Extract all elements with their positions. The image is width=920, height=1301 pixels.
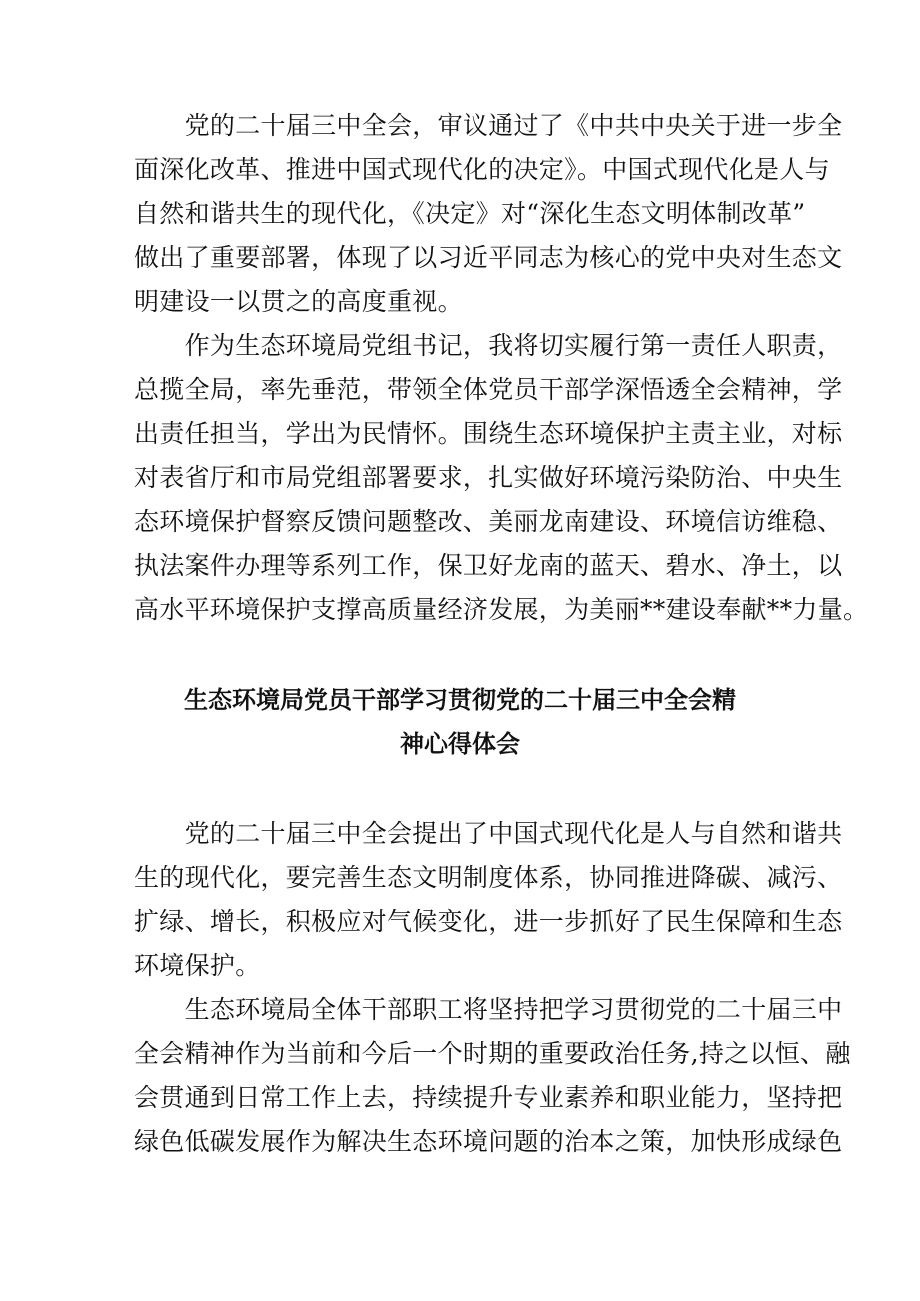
text-line: 绿色低碳发展作为解决生态环境问题的治本之策，加快形成绿色 xyxy=(134,1127,843,1156)
text-line: 党的二十届三中全会，审议通过了《中共中央关于进一步全 xyxy=(134,111,843,140)
text-line: 环境保护。 xyxy=(134,951,261,980)
text-line: 明建设一以贯之的高度重视。 xyxy=(134,287,463,316)
text-line: 对表省厅和市局党组部署要求，扎实做好环境污染防治、中央生 xyxy=(134,463,843,492)
text-line: 扩绿、增长，积极应对气候变化，进一步抓好了民生保障和生态 xyxy=(134,907,843,936)
text-line: 出责任担当，学出为民情怀。围绕生态环境保护主责主业，对标 xyxy=(134,419,843,448)
text-line: 面深化改革、推进中国式现代化的决定》。中国式现代化是人与 xyxy=(134,155,830,184)
text-line: 生的现代化，要完善生态文明制度体系，协同推进降碳、减污、 xyxy=(134,863,843,892)
text-line: 执法案件办理等系列工作，保卫好龙南的蓝天、碧水、净土，以 xyxy=(134,551,843,580)
text-line: 全会精神作为当前和今后一个时期的重要政治任务,持之以恒、融 xyxy=(134,1039,851,1068)
text-line: 生态环境局全体干部职工将坚持把学习贯彻党的二十届三中 xyxy=(134,995,843,1024)
text-line: 态环境保护督察反馈问题整改、美丽龙南建设、环境信访维稳、 xyxy=(134,507,843,536)
text-line: 总揽全局，率先垂范，带领全体党员干部学深悟透全会精神，学 xyxy=(134,375,843,404)
text-line: 做出了重要部署，体现了以习近平同志为核心的党中央对生态文 xyxy=(134,243,843,272)
text-line: 作为生态环境局党组书记，我将切实履行第一责任人职责， xyxy=(134,331,843,360)
heading-line: 神心得体会 xyxy=(400,730,520,758)
text-line: 党的二十届三中全会提出了中国式现代化是人与自然和谐共 xyxy=(134,819,843,848)
text-line: 自然和谐共生的现代化，《决定》对“深化生态文明体制改革” xyxy=(134,199,806,228)
text-line: 高水平环境保护支撑高质量经济发展，为美丽**建设奉献**力量。 xyxy=(134,595,869,624)
heading-line: 生态环境局党员干部学习贯彻党的二十届三中全会精 xyxy=(184,686,736,714)
text-line: 会贯通到日常工作上去，持续提升专业素养和职业能力，坚持把 xyxy=(134,1083,843,1112)
